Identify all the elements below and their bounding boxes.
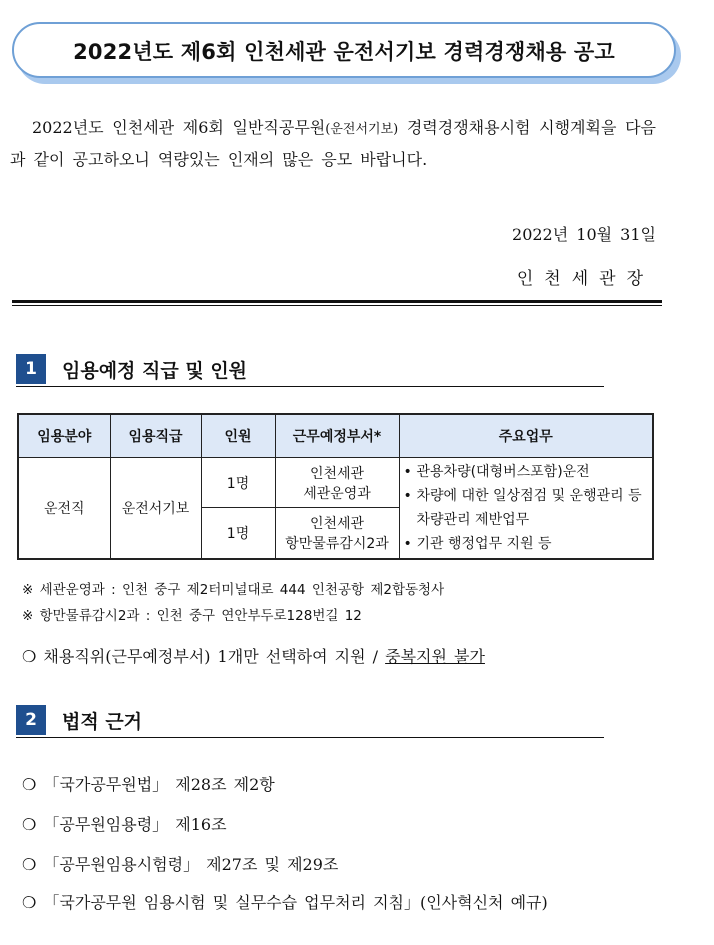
divider-thin: [12, 305, 662, 306]
section-2-title: 법적 근거: [62, 711, 143, 733]
header-dept: 근무예정부서*: [275, 414, 399, 458]
section-1-number: 1: [16, 354, 46, 384]
intro-rest: 경력경쟁채용시험 시행계획을 다음과 같이 공고하오니 역량있는 인재의 많은 응모 바랍니다.: [10, 118, 656, 169]
legal-basis-item: ❍ 「국가공무원법」 제28조 제2항: [22, 775, 275, 794]
no-duplicate-note: 중복지원 불가: [385, 647, 485, 666]
duty-item: • 차량에 대한 일상점검 및 운행관리 등 차량관리 제반업무: [403, 488, 642, 528]
dept-line: 세관운영과: [303, 485, 371, 502]
cell-dept: [275, 458, 399, 508]
cell-duties: [399, 458, 653, 560]
dept-line: 인천세관: [309, 465, 365, 482]
address-note: ※ 세관운영과 : 인천 중구 제2터미널대로 444 인천공항 제2합동청사: [22, 582, 445, 598]
section-1-title: 임용예정 직급 및 인원: [62, 360, 248, 382]
header-grade: 임용직급: [110, 414, 201, 458]
cell-grade: 운전서기보: [110, 458, 201, 560]
cell-field: 운전직: [18, 458, 110, 560]
apply-note: ❍ 채용직위(근무예정부서) 1개만 선택하여 지원 / 중복지원 불가: [22, 647, 485, 666]
cell-count: 1명: [201, 458, 275, 508]
dept-line: 항만물류감시2과: [285, 536, 389, 553]
cell-dept: [275, 508, 399, 559]
section-1-heading: [16, 354, 604, 387]
cell-count: 1명: [201, 508, 275, 559]
duty-item: • 관용차량(대형버스포함)운전: [403, 464, 590, 480]
address-note: ※ 항만물류감시2과 : 인천 중구 연안부두로128번길 12: [22, 608, 362, 624]
header-field: 임용분야: [18, 414, 110, 458]
table-row: [18, 458, 653, 508]
announcement-date: 2022년 10월 31일: [512, 225, 656, 244]
intro-paren: (운전서기보): [325, 122, 399, 137]
intro-paragraph: [10, 113, 656, 175]
legal-basis-item: ❍ 「공무원임용시험령」 제27조 및 제29조: [22, 855, 339, 874]
duty-item: • 기관 행정업무 지원 등: [403, 536, 552, 552]
table-header-row: [18, 414, 653, 458]
legal-basis-item: ❍ 「국가공무원 임용시험 및 실무수습 업무처리 지침」(인사혁신처 예규): [22, 893, 548, 912]
header-duties: 주요업무: [399, 414, 653, 458]
intro-lead: 2022년도 인천세관 제6회 일반직공무원: [32, 118, 326, 137]
issuer-name: 인천세관장: [516, 269, 654, 289]
divider-thick: [12, 300, 662, 303]
legal-basis-item: ❍ 「공무원임용령」 제16조: [22, 815, 227, 834]
page-title: 2022년도 제6회 인천세관 운전서기보 경력경쟁채용 공고: [73, 40, 615, 64]
title-banner: [12, 22, 676, 78]
section-2-heading: [16, 705, 604, 738]
header-count: 인원: [201, 414, 275, 458]
section-2-number: 2: [16, 705, 46, 735]
positions-table: [17, 413, 654, 560]
dept-line: 인천세관: [309, 516, 365, 533]
